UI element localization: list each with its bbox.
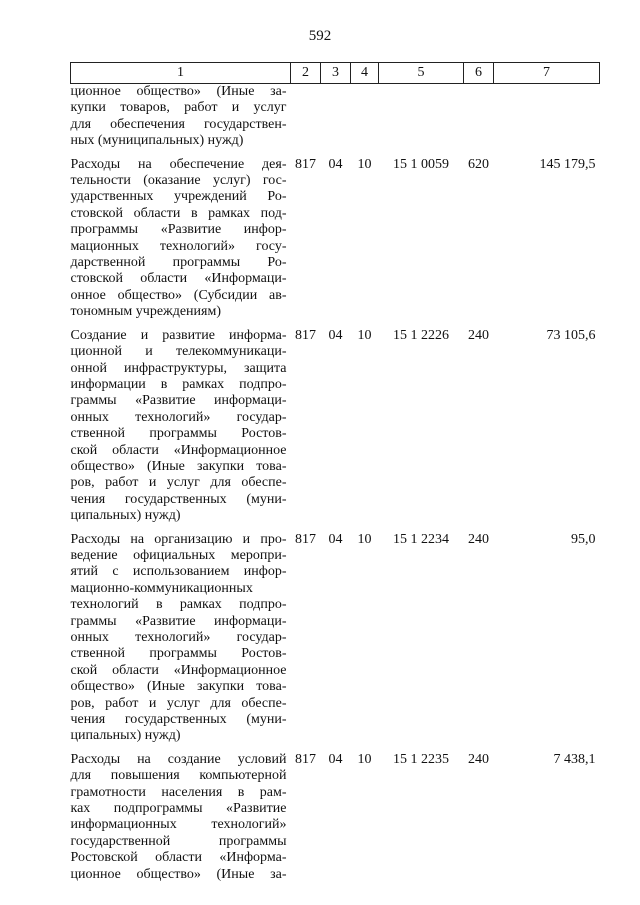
budget-table [70,62,600,883]
ministry-code: 817 [295,156,316,172]
description-line: ятий с использованием инфор- [70,564,287,580]
description-line: стовской области в рамках под- [70,205,287,221]
description-line: общество» (Иные закупки това- [70,679,287,695]
row-description [71,321,291,525]
description-line: для обеспечения государствен- [70,116,287,132]
header-cell-target: 5 [379,63,464,84]
header-cell-subsection: 4 [351,63,379,84]
description-line: технологий в рамках подпро- [70,597,287,613]
description-line: чения государственных (муни- [70,712,287,728]
description-line: программы «Развитие инфор- [70,222,287,238]
section-code: 04 [328,751,343,767]
target-article-code: 15 1 2226 [393,327,449,343]
ministry-code: 817 [295,751,316,767]
subsection-code: 10 [357,156,372,172]
subsection-code [351,84,379,150]
description-line: граммы «Развитие информаци- [70,393,287,409]
expense-type-code: 240 [468,751,489,767]
section-code: 04 [328,327,343,343]
expense-type-code: 620 [468,156,489,172]
description-line: Расходы на создание условий [70,751,287,767]
description-line: тономным учреждениям) [70,304,221,320]
table-row [71,321,600,525]
section-code [321,84,351,150]
description-line: ведение официальных меропри- [70,547,287,563]
description-line: купки товаров, работ и услуг [70,100,287,116]
page-number: 592 [308,28,332,44]
description-line: ционное общество» (Иные за- [70,866,287,882]
row-description [71,745,291,883]
description-line: грамотности населения в рам- [70,784,287,800]
amount-value [494,84,600,150]
description-line: Расходы на организацию и про- [70,531,287,547]
description-line: тельности (оказание услуг) гос- [70,173,287,189]
description-line: онных технологий» государ- [70,630,287,645]
description-line: ципальных) нужд) [70,728,181,744]
description-line: ных (муниципальных) нужд) [70,133,244,149]
description-line: ской области «Информационное [70,442,287,458]
description-line: ционное общество» (Иные за- [70,84,287,99]
description-line: онное общество» (Субсидии ав- [70,287,287,303]
subsection-code: 10 [357,327,372,343]
expense-type-code: 240 [468,327,489,343]
description-line: мационных технологий» госу- [70,238,287,254]
amount-value: 73 105,6 [546,327,596,343]
description-line: Создание и развитие информа- [70,327,287,343]
description-line: онных технологий» государ- [70,409,287,425]
description-line: граммы «Развитие информаци- [70,613,287,629]
table-row [71,525,600,745]
description-line: Ростовской области «Информа- [70,850,287,866]
amount-value: 7 438,1 [553,751,596,767]
row-description [71,525,291,745]
header-row [71,63,600,84]
description-line: для повышения компьютерной [70,768,287,784]
header-cell-expense-type: 6 [464,63,494,84]
target-article-code: 15 1 2235 [393,751,449,767]
target-article-code: 15 1 2234 [393,531,449,547]
row-description [71,150,291,321]
description-line: стовской области «Информаци- [70,271,287,287]
description-line: чения государственных (муни- [70,491,287,507]
description-line: ципальных) нужд) [70,508,181,524]
description-line: Расходы на обеспечение дея- [70,156,287,172]
ministry-code [291,84,321,150]
description-line: ударственных учреждений Ро- [70,189,287,205]
table-row [71,745,600,883]
table-body [71,84,600,884]
description-line: ров, работ и услуг для обеспе- [70,475,287,491]
description-line: ственной программы Ростов- [70,646,287,662]
amount-value: 145 179,5 [539,156,596,172]
subsection-code: 10 [357,531,372,547]
target-article-code: 15 1 0059 [393,156,449,172]
header-cell-ministry: 2 [291,63,321,84]
description-line: общество» (Иные закупки това- [70,458,287,474]
target-article-code [379,84,464,150]
expense-type-code: 240 [468,531,489,547]
subsection-code: 10 [357,751,372,767]
amount-value: 95,0 [571,531,596,547]
description-line: ров, работ и услуг для обеспе- [70,695,287,711]
description-line: ционной и телекоммуникаци- [70,344,287,360]
header-cell-description: 1 [71,63,291,84]
header-cell-section: 3 [321,63,351,84]
description-line: информации в рамках подпро- [70,376,287,392]
section-code: 04 [328,531,343,547]
description-line: онной инфраструктуры, защита [70,360,287,376]
header-cell-amount: 7 [494,63,600,84]
description-line: ской области «Информационное [70,662,287,678]
description-line: дарственной программы Ро- [70,255,287,271]
description-line: ках подпрограммы «Развитие [70,801,287,817]
description-line: информационных технологий» [70,817,287,833]
section-code: 04 [328,156,343,172]
description-line: государственной программы [70,833,287,849]
row-description [71,84,291,150]
table-row [71,150,600,321]
ministry-code: 817 [295,531,316,547]
expense-type-code [464,84,494,150]
description-line: ственной программы Ростов- [70,426,287,442]
ministry-code: 817 [295,327,316,343]
description-line: мационно-коммуникационных [70,580,253,596]
table-row [71,84,600,150]
